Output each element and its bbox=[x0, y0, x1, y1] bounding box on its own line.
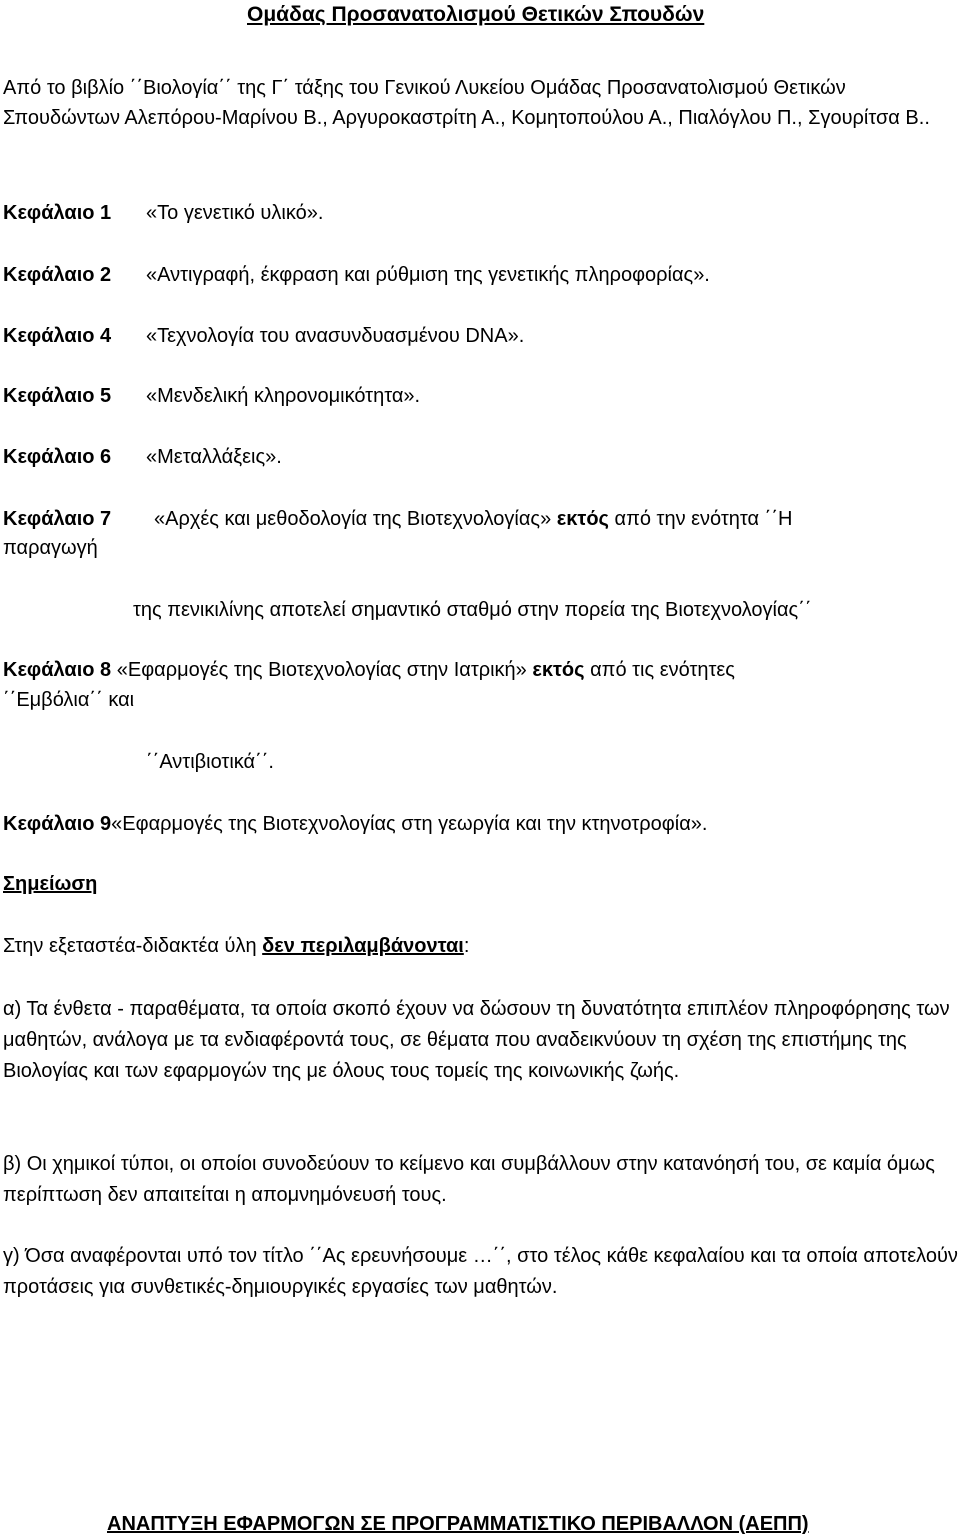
note-item: α) Τα ένθετα - παραθέματα, τα οποία σκοπό έχουν να δώσουν τη δυνατότητα επιπλέον πληροφόρησης των μαθητών, ανάλογα με τα ενδιαφέροντά τους, σε θέματα που αναδεικνύουν τη σχέση της επιστήμης της Βιολογίας και των εφαρμογών της με όλους τους τομείς της κοινωνικής ζωής. bbox=[3, 998, 950, 1082]
chapter7-text: «Αρχές και μεθοδολογία της Βιοτεχνολογίας» bbox=[154, 508, 552, 530]
chapter8-line bbox=[3, 659, 735, 682]
note-heading: Σημείωση bbox=[3, 873, 98, 895]
chapter-label: Κεφάλαιο 8 bbox=[3, 659, 112, 681]
chapter-title bbox=[154, 508, 792, 531]
note-lead-emphasis: δεν περιλαμβάνονται bbox=[262, 935, 464, 957]
chapter-label: Κεφάλαιο 9 bbox=[3, 813, 112, 835]
footer-heading: ΑΝΑΠΤΥΞΗ ΕΦΑΡΜΟΓΩΝ ΣΕ ΠΡΟΓΡΑΜΜΑΤΙΣΤΙΚΟ ΠΕΡΙΒΑΛΛΟΝ (ΑΕΠΠ) bbox=[107, 1513, 809, 1535]
chapter-title: «Το γενετικό υλικό». bbox=[146, 202, 324, 224]
chapter7-continuation: της πενικιλίνης αποτελεί σημαντικό σταθμό στην πορεία της Βιοτεχνολογίας΄΄ bbox=[133, 599, 812, 621]
chapter-title: «Μενδελική κληρονομικότητα». bbox=[146, 385, 421, 407]
chapter-label: Κεφάλαιο 1 bbox=[3, 202, 112, 224]
chapter9-line bbox=[3, 813, 707, 836]
chapter8-wrap: ΄΄Εμβόλια΄΄ και bbox=[3, 689, 135, 711]
chapter9-text: «Εφαρμογές της Βιοτεχνολογίας στη γεωργία και την κτηνοτροφία». bbox=[111, 813, 708, 835]
chapter-title: «Μεταλλάξεις». bbox=[146, 446, 282, 468]
chapter8-text-end: από τις ενότητες bbox=[590, 659, 735, 681]
chapter7-except: εκτός bbox=[556, 508, 609, 530]
chapter-label: Κεφάλαιο 7 bbox=[3, 508, 112, 530]
note-item: γ) Όσα αναφέρονται υπό τον τίτλο ΄΄Ας ερευνήσουμε …΄΄, στο τέλος κάθε κεφαλαίου και τα οποία αποτελούν προτάσεις για συνθετικές-δημιουργικές εργασίες των μαθητών. bbox=[3, 1245, 958, 1298]
chapter8-except: εκτός bbox=[532, 659, 585, 681]
note-item: β) Οι χημικοί τύποι, οι οποίοι συνοδεύουν το κείμενο και συμβάλλουν στην κατανόησή του, σε καμία όμως περίπτωση δεν απαιτείται η απομνημόνευσή τους. bbox=[3, 1153, 935, 1206]
chapter-title: «Αντιγραφή, έκφραση και ρύθμιση της γενετικής πληροφορίας». bbox=[146, 264, 710, 286]
chapter7-wrap: παραγωγή bbox=[3, 537, 98, 559]
note-lead-colon: : bbox=[463, 935, 470, 957]
chapter7-text-end: από την ενότητα ΄΄Η bbox=[614, 508, 793, 530]
chapter-label: Κεφάλαιο 4 bbox=[3, 325, 112, 347]
intro-paragraph: Από το βιβλίο ΄΄Βιολογία΄΄ της Γ΄ τάξης του Γενικού Λυκείου Ομάδας Προσανατολισμού Θετικών Σπουδώντων Αλεπόρου-Μαρίνου Β., Αργυροκαστρίτη Α., Κομητοπούλου Α., Πιαλόγλου Π., Σγουρίτσα Β.. bbox=[3, 77, 930, 129]
page-title: Ομάδας Προσανατολισμού Θετικών Σπουδών bbox=[247, 3, 705, 26]
chapter-title: «Τεχνολογία του ανασυνδυασμένου DNA». bbox=[146, 325, 525, 347]
note-lead bbox=[3, 935, 469, 958]
chapter-label: Κεφάλαιο 2 bbox=[3, 264, 112, 286]
note-lead-text: Στην εξεταστέα-διδακτέα ύλη bbox=[3, 935, 257, 957]
chapter-label: Κεφάλαιο 6 bbox=[3, 446, 112, 468]
chapter-label: Κεφάλαιο 5 bbox=[3, 385, 112, 407]
chapter8-text: «Εφαρμογές της Βιοτεχνολογίας στην Ιατρική» bbox=[116, 659, 527, 681]
chapter8-continuation: ΄΄Αντιβιοτικά΄΄. bbox=[146, 751, 274, 773]
